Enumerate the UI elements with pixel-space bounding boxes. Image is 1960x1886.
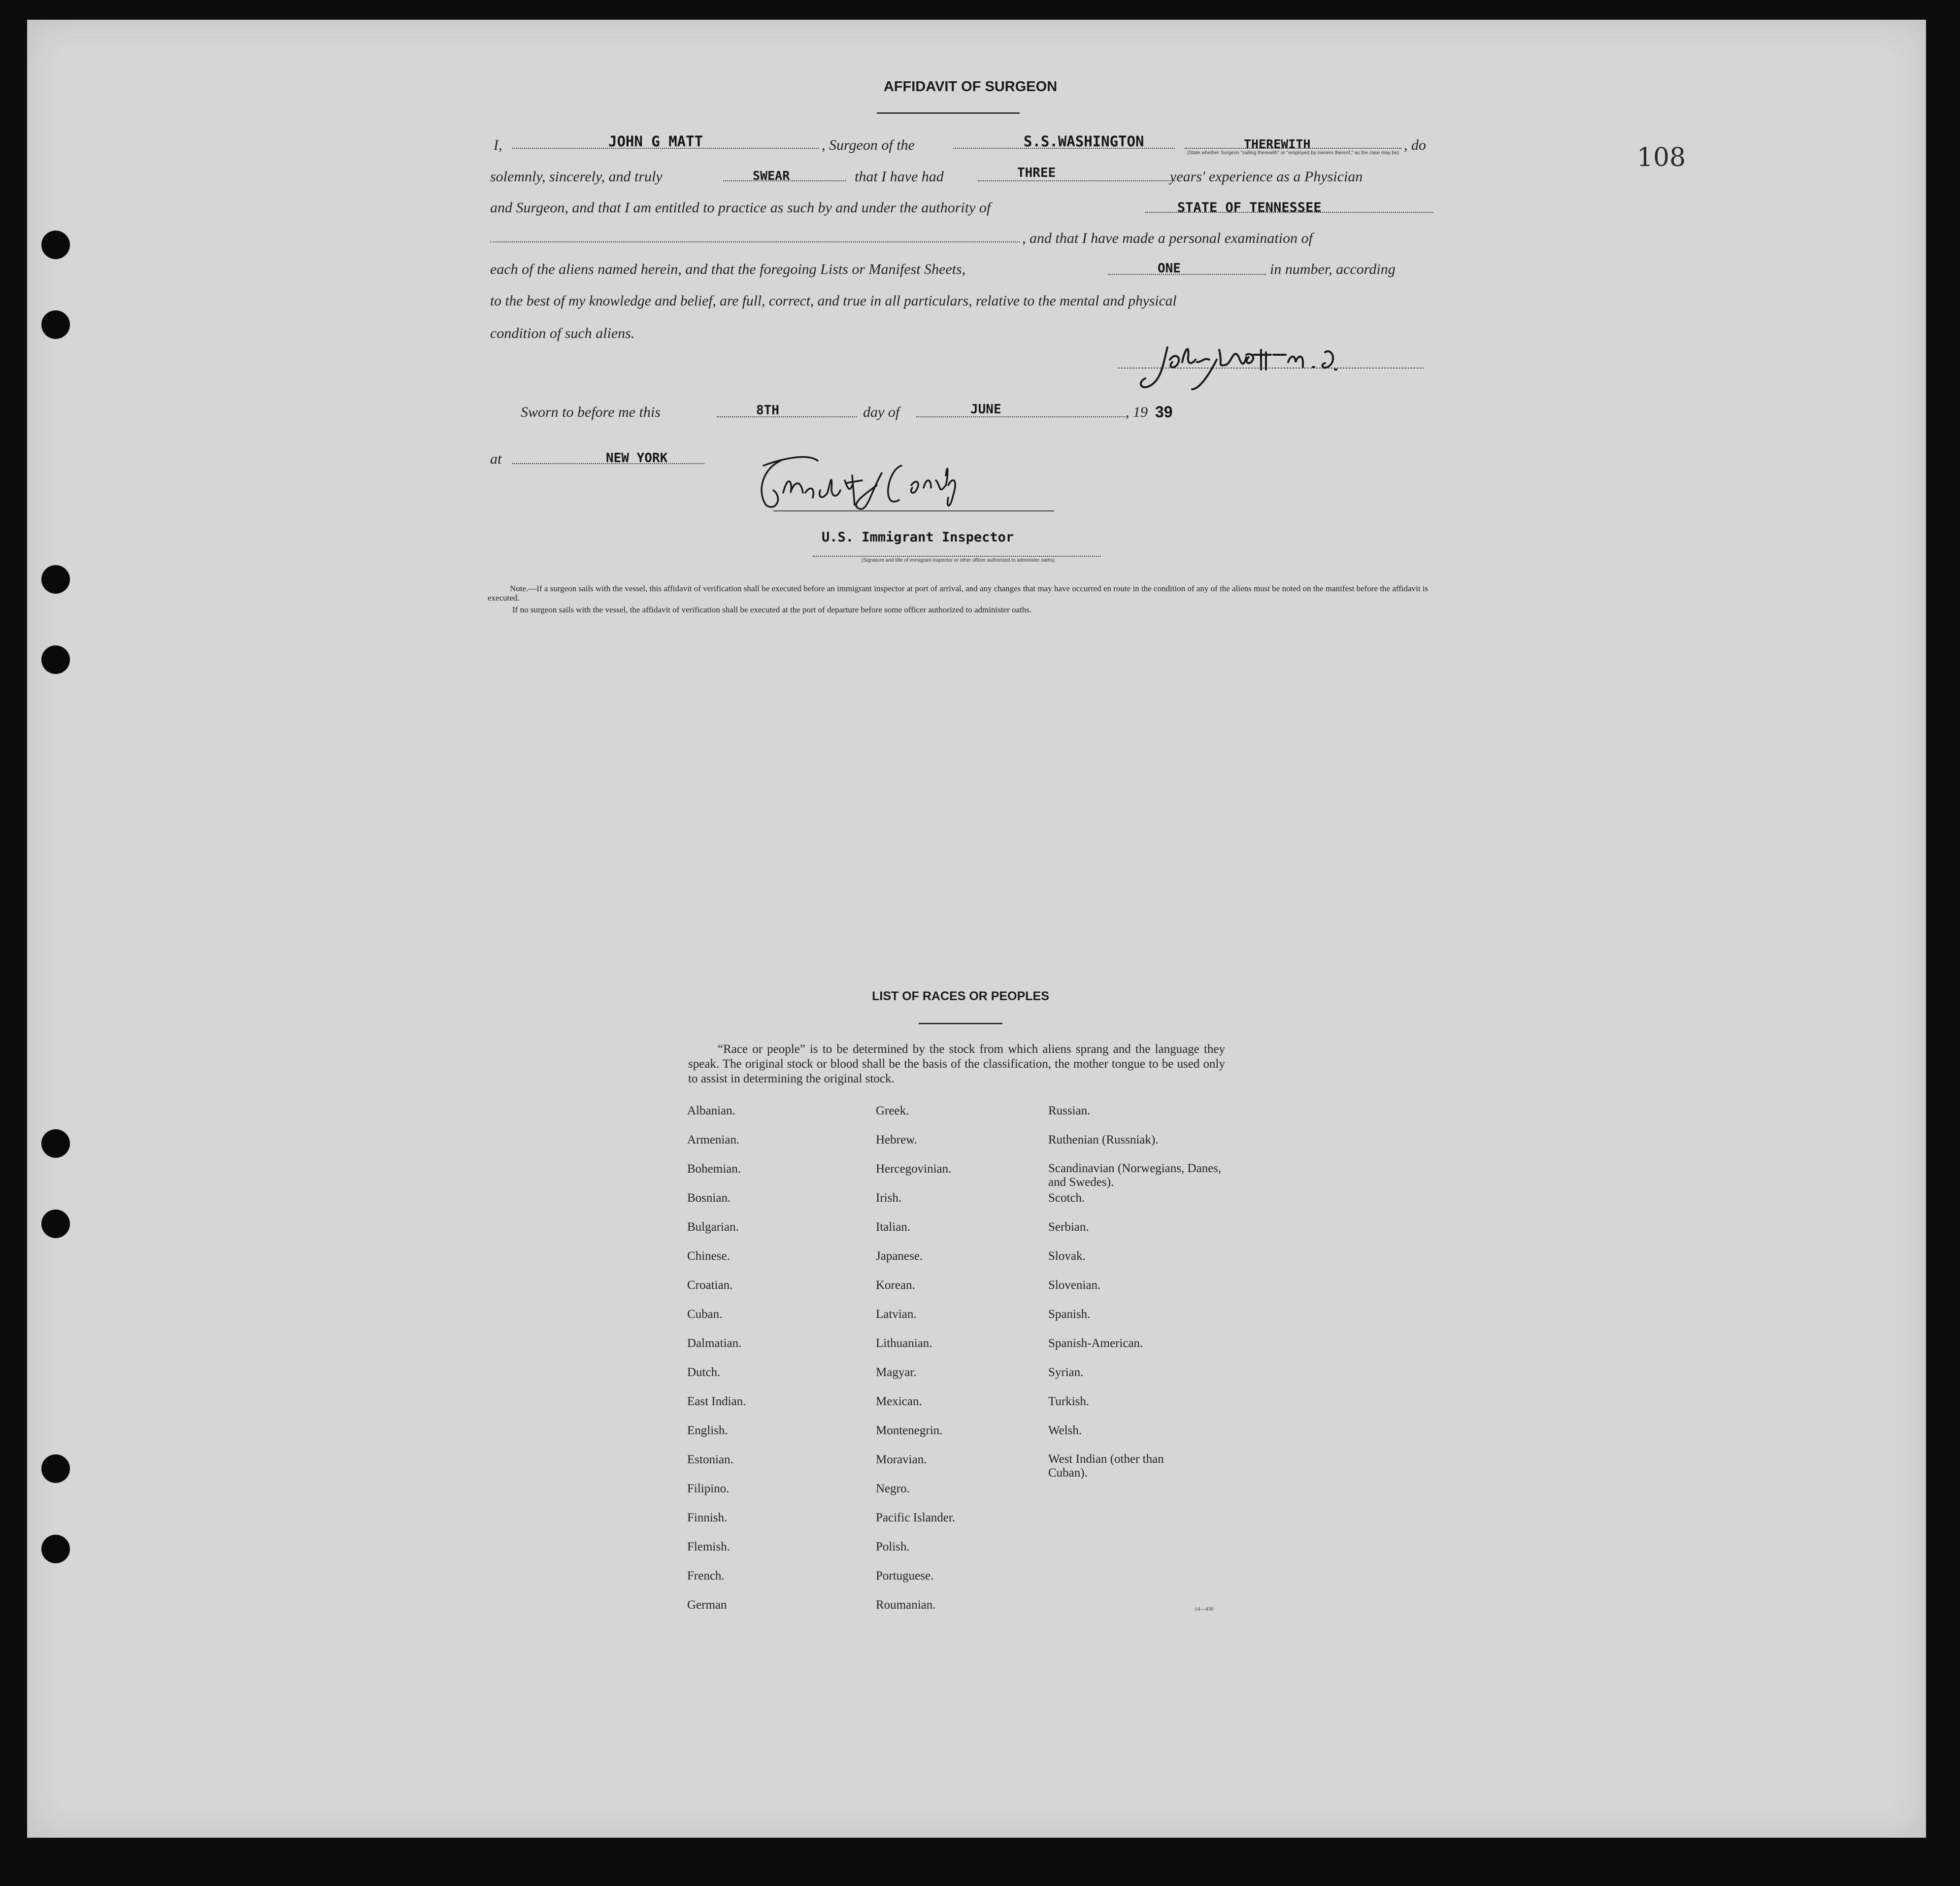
punch-hole <box>41 1129 70 1158</box>
race-item: Lithuanian. <box>876 1337 932 1350</box>
race-item: English. <box>687 1424 728 1437</box>
race-item: Polish. <box>876 1540 910 1553</box>
knowledge-text: to the best of my knowledge and belief, are full, correct, and true in all particulars, relative to the mental and physical <box>490 293 1177 309</box>
race-item: Greek. <box>876 1104 909 1117</box>
sworn-year: 39 <box>1155 403 1173 421</box>
race-item: Roumanian. <box>876 1598 936 1612</box>
race-item: Irish. <box>876 1191 902 1205</box>
sworn-month: JUNE <box>970 402 1001 417</box>
oath-word: SWEAR <box>753 168 790 183</box>
race-item: Filipino. <box>687 1482 730 1495</box>
affidavit-note-second: If no surgeon sails with the vessel, the affidavit of verification shall be executed at the port of departure before some officer authorized to administer oaths. <box>512 605 1032 614</box>
do-label: , do <box>1404 137 1426 153</box>
day-line <box>717 416 857 417</box>
race-item: Russian. <box>1048 1104 1091 1117</box>
race-item: Welsh. <box>1048 1424 1082 1437</box>
surgeon-name: JOHN G MATT <box>608 133 703 150</box>
surgeon-of-the-label: , Surgeon of the <box>822 137 915 153</box>
race-item: Scandinavian (Norwegians, Danes, and Swedes). <box>1048 1162 1222 1189</box>
solemnly-text: solemnly, sincerely, and truly <box>490 168 663 185</box>
vessel-name: S.S.WASHINGTON <box>1024 133 1144 150</box>
years-line <box>978 180 1175 181</box>
race-item: Italian. <box>876 1220 911 1234</box>
races-col-3 <box>1048 1104 1235 1482</box>
day-of-text: day of <box>863 404 900 420</box>
race-item: French. <box>687 1569 725 1583</box>
race-item: Albanian. <box>687 1104 735 1117</box>
surgeon-status: THEREWITH <box>1244 137 1311 151</box>
race-item: Dalmatian. <box>687 1337 742 1350</box>
race-item: Mexican. <box>876 1395 922 1408</box>
race-item: Bosnian. <box>687 1191 731 1205</box>
race-item: Slovenian. <box>1048 1279 1101 1292</box>
years-count: THREE <box>1017 166 1056 180</box>
punch-hole <box>41 310 70 339</box>
surgeon-signature <box>1118 340 1443 397</box>
race-item: Croatian. <box>687 1279 733 1292</box>
experience-text: years' experience as a Physician <box>1170 168 1363 185</box>
title-rule <box>877 112 1020 114</box>
race-item: Slovak. <box>1048 1249 1086 1263</box>
in-number-text: in number, according <box>1270 261 1395 277</box>
sworn-day: 8TH <box>756 403 779 418</box>
race-item: Finnish. <box>687 1511 728 1524</box>
inspector-note: (Signature and title of immigrant inspector or other officer authorized to administer oaths) <box>861 558 1055 563</box>
race-item: Bohemian. <box>687 1162 741 1176</box>
punch-hole <box>41 1454 70 1483</box>
page-number: 108 <box>1637 143 1686 172</box>
punch-hole <box>41 1535 70 1563</box>
race-item: Montenegrin. <box>876 1424 943 1437</box>
races-title-rule <box>919 1023 1002 1024</box>
races-col-2 <box>876 1104 1038 1627</box>
race-item: West Indian (other than Cuban). <box>1048 1452 1164 1480</box>
each-alien-text: each of the aliens named herein, and that the foregoing Lists or Manifest Sheets, <box>490 261 966 277</box>
affidavit-i: I, <box>494 137 502 153</box>
sworn-text: Sworn to before me this <box>521 404 661 420</box>
punch-hole <box>41 1210 70 1238</box>
race-item: Spanish-American. <box>1048 1337 1143 1350</box>
punch-hole <box>41 231 70 259</box>
had-text: that I have had <box>855 168 944 185</box>
race-item: Ruthenian (Russniak). <box>1048 1133 1159 1146</box>
at-label: at <box>490 451 502 467</box>
race-item: Spanish. <box>1048 1308 1091 1321</box>
sheets-line <box>1108 274 1266 275</box>
inspector-title: U.S. Immigrant Inspector <box>822 530 1014 545</box>
race-item: Negro. <box>876 1482 910 1495</box>
punch-hole <box>41 565 70 594</box>
race-item: Turkish. <box>1048 1395 1090 1408</box>
races-intro: “Race or people” is to be determined by the stock from which aliens sprang and the language they speak. The original stock or blood shall be the basis of the classification, the mother tongue to be used only to assist in determining the original stock. <box>688 1043 1225 1085</box>
inspector-title-line <box>813 556 1101 557</box>
race-item: Dutch. <box>687 1366 721 1379</box>
status-note: (State whether Surgeon "sailing therewith" or "employed by owners thereof," as the case may be) <box>1187 150 1399 156</box>
race-item: Serbian. <box>1048 1220 1089 1234</box>
authority-cont-line <box>490 241 1020 242</box>
race-item: Hercegovinian. <box>876 1162 952 1176</box>
authority-name: STATE OF TENNESSEE <box>1177 200 1322 215</box>
affidavit-note-lead: Note.—If a surgeon sails with the vessel, this affidavit of verification shall be executed before an immigrant inspector at port of arrival, and any changes that may have occurred en route in the condition of any of the aliens must be noted on the manifest before the affidavit is executed. <box>488 584 1428 603</box>
race-item: Bulgarian. <box>687 1220 739 1234</box>
race-item: German <box>687 1598 727 1612</box>
race-item: Latvian. <box>876 1308 917 1321</box>
year-prefix: , 19 <box>1126 404 1148 420</box>
race-item: Hebrew. <box>876 1133 917 1146</box>
races-col-1 <box>687 1104 855 1627</box>
race-item: Japanese. <box>876 1249 923 1263</box>
races-title: LIST OF RACES OR PEOPLES <box>872 989 1049 1003</box>
race-item: Estonian. <box>687 1453 733 1466</box>
inspector-signature <box>754 451 1059 517</box>
examination-text: , and that I have made a personal examination of <box>1022 230 1313 246</box>
race-item: Syrian. <box>1048 1366 1084 1379</box>
race-item: Moravian. <box>876 1453 927 1466</box>
race-item: Scotch. <box>1048 1191 1085 1205</box>
race-item: Pacific Islander. <box>876 1511 956 1524</box>
race-item: Flemish. <box>687 1540 730 1553</box>
race-item: Cuban. <box>687 1308 723 1321</box>
race-item: Chinese. <box>687 1249 730 1263</box>
authority-text: and Surgeon, and that I am entitled to practice as such by and under the authority of <box>490 200 991 216</box>
month-line <box>916 416 1126 417</box>
race-item: East Indian. <box>687 1395 746 1408</box>
race-item: Portuguese. <box>876 1569 934 1583</box>
affidavit-title: AFFIDAVIT OF SURGEON <box>883 79 1058 95</box>
sworn-place: NEW YORK <box>606 451 668 466</box>
condition-text: condition of such aliens. <box>490 325 635 341</box>
race-item: Korean. <box>876 1279 915 1292</box>
race-item: Magyar. <box>876 1366 917 1379</box>
form-number: 14—430 <box>1195 1606 1214 1612</box>
punch-hole <box>41 645 70 674</box>
sheet-count: ONE <box>1158 261 1181 276</box>
race-item: Armenian. <box>687 1133 740 1146</box>
